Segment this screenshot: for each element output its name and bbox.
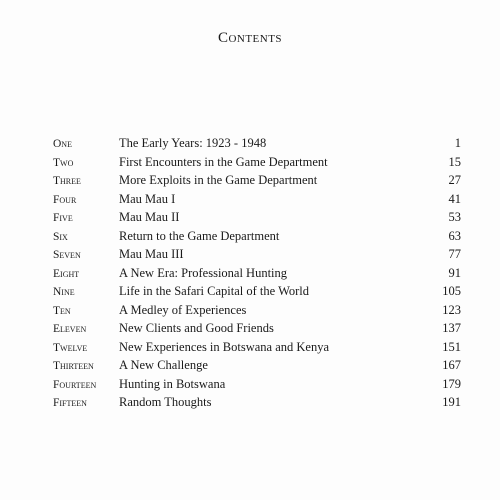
chapter-title: Mau Mau III xyxy=(119,247,184,261)
chapter-title: Return to the Game Department xyxy=(119,228,280,243)
chapter-page: 123 xyxy=(442,302,461,317)
toc-entry xyxy=(53,340,461,359)
chapter-number: Nine xyxy=(53,286,75,298)
chapter-title: Mau Mau II xyxy=(119,210,180,224)
chapter-page: 191 xyxy=(442,395,461,409)
toc-entry xyxy=(53,247,461,266)
toc-entry xyxy=(53,358,461,377)
chapter-page: 137 xyxy=(442,321,461,335)
chapter-page: 179 xyxy=(442,376,461,391)
chapter-number: Five xyxy=(53,212,73,224)
chapter-number: Twelve xyxy=(53,341,88,354)
toc-entry xyxy=(53,229,461,248)
chapter-page: 53 xyxy=(448,210,461,224)
chapter-number: Ten xyxy=(53,304,71,317)
chapter-number: Three xyxy=(53,175,81,187)
chapter-page: 151 xyxy=(442,339,461,354)
chapter-number: Thirteen xyxy=(53,360,94,372)
toc-entry xyxy=(53,377,461,396)
toc-entry xyxy=(53,321,461,340)
chapter-page: 15 xyxy=(448,154,461,169)
toc-entry xyxy=(53,136,461,155)
chapter-title: Life in the Safari Capital of the World xyxy=(119,284,310,298)
chapter-title: Mau Mau I xyxy=(119,191,176,206)
chapter-page: 77 xyxy=(448,247,461,261)
toc-entry xyxy=(53,303,461,322)
toc-entry xyxy=(53,266,461,285)
chapter-page: 91 xyxy=(448,265,461,280)
toc-entry xyxy=(53,284,461,303)
chapter-title: A New Challenge xyxy=(119,358,208,372)
chapter-page: 41 xyxy=(448,191,461,206)
chapter-title: A Medley of Experiences xyxy=(119,302,247,317)
chapter-title: First Encounters in the Game Department xyxy=(119,154,328,169)
chapter-number: Six xyxy=(53,230,68,243)
chapter-title: Random Thoughts xyxy=(119,395,212,409)
chapter-number: Seven xyxy=(53,249,81,261)
chapter-title: New Experiences in Botswana and Kenya xyxy=(119,339,329,354)
toc-entry xyxy=(53,395,461,414)
page-title: Contents xyxy=(217,30,283,47)
chapter-number: Fifteen xyxy=(53,397,87,409)
chapter-title: More Exploits in the Game Department xyxy=(119,173,318,187)
toc-entry xyxy=(53,210,461,229)
chapter-number: Fourteen xyxy=(53,378,97,391)
chapter-title: New Clients and Good Friends xyxy=(119,321,274,335)
chapter-page: 27 xyxy=(448,173,461,187)
toc-entry xyxy=(53,192,461,211)
chapter-number: One xyxy=(53,138,72,150)
toc-entry xyxy=(53,155,461,174)
chapter-number: Two xyxy=(53,156,74,169)
table-of-contents xyxy=(53,136,461,414)
chapter-page: 167 xyxy=(442,358,461,372)
chapter-title: A New Era: Professional Hunting xyxy=(119,265,288,280)
chapter-title: The Early Years: 1923 - 1948 xyxy=(119,136,267,150)
toc-entry xyxy=(53,173,461,192)
chapter-page: 63 xyxy=(448,228,461,243)
chapter-page: 105 xyxy=(442,284,461,298)
chapter-number: Eleven xyxy=(53,323,87,335)
chapter-title: Hunting in Botswana xyxy=(119,376,226,391)
chapter-number: Eight xyxy=(53,267,80,280)
chapter-page: 1 xyxy=(454,136,461,150)
chapter-number: Four xyxy=(53,193,77,206)
